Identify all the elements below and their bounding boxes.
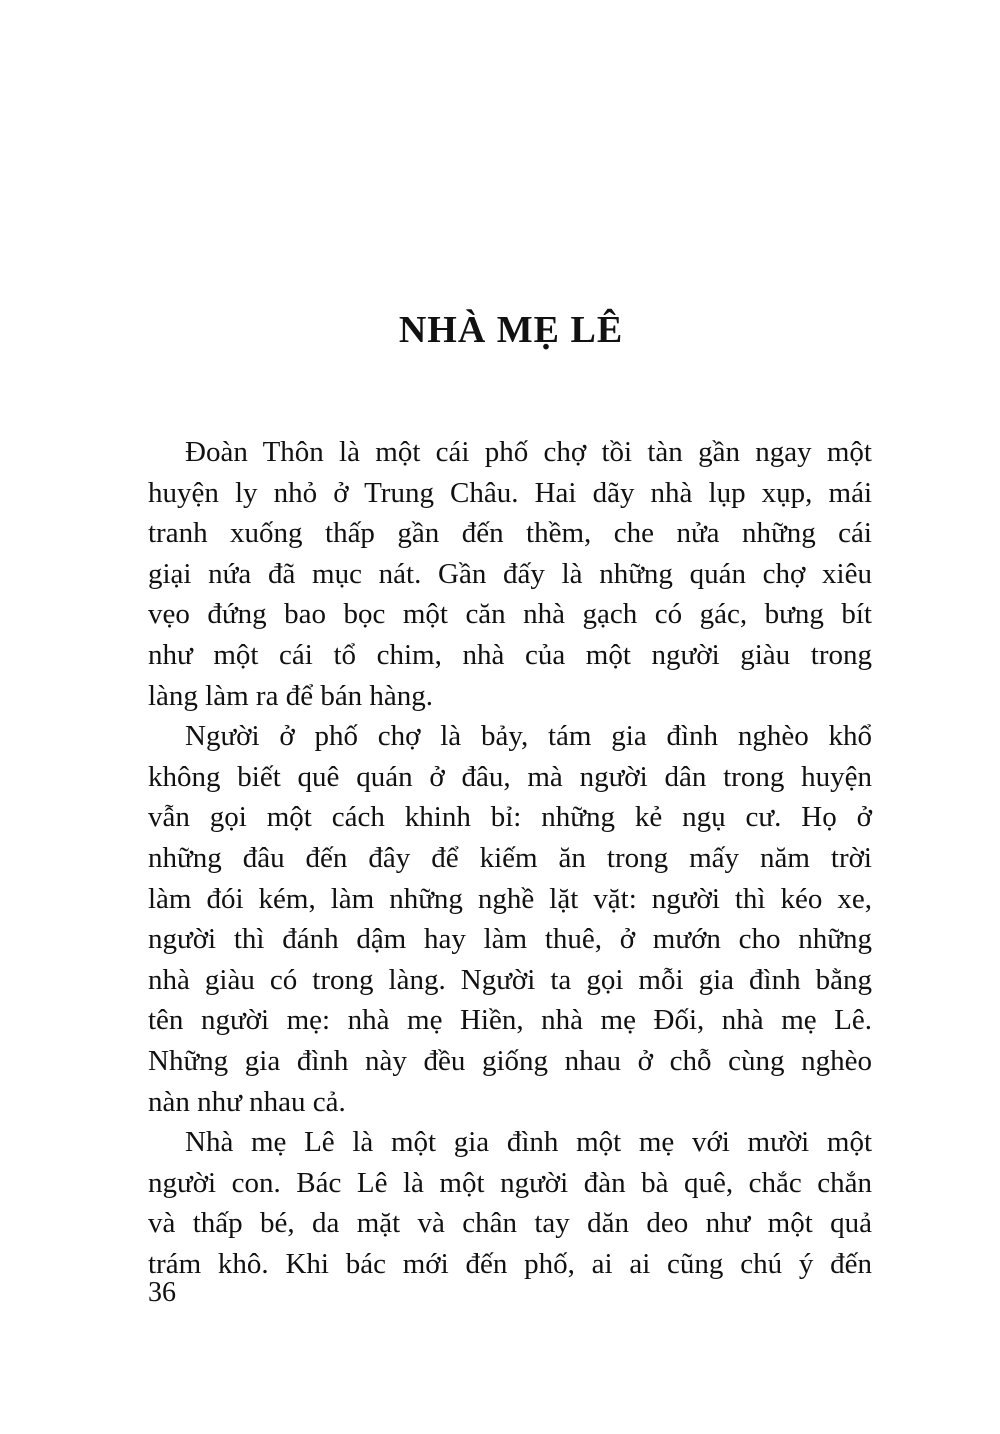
- text-line: người con. Bác Lê là một người đàn bà quê, chắc chắn: [148, 1166, 872, 1199]
- text-line: nàn như nhau cả.: [148, 1085, 346, 1118]
- text-line: nhà giàu có trong làng. Người ta gọi mỗi gia đình bằng: [148, 963, 872, 996]
- text-line: những đâu đến đây để kiếm ăn trong mấy năm trời: [148, 841, 872, 874]
- page-number: 36: [148, 1277, 176, 1308]
- text-line: làng làm ra để bán hàng.: [148, 679, 434, 712]
- chapter-title: NHÀ MẸ LÊ: [398, 309, 624, 351]
- text-line: trám khô. Khi bác mới đến phố, ai ai cũng chú ý đến: [148, 1247, 872, 1280]
- body-text: [148, 432, 872, 1284]
- text-line: người thì đánh dậm hay làm thuê, ở mướn cho những: [148, 923, 872, 956]
- text-line: như một cái tổ chim, nhà của một người giàu trong: [148, 638, 872, 671]
- text-line: làm đói kém, làm những nghề lặt vặt: người thì kéo xe,: [148, 882, 872, 915]
- text-line: Người ở phố chợ là bảy, tám gia đình nghèo khổ: [185, 720, 872, 753]
- text-line: Đoàn Thôn là một cái phố chợ tồi tàn gần ngay một: [185, 436, 872, 468]
- text-line: và thấp bé, da mặt và chân tay dăn deo như một quả: [148, 1207, 872, 1240]
- text-line: huyện ly nhỏ ở Trung Châu. Hai dãy nhà lụp xụp, mái: [148, 476, 872, 509]
- text-line: vẹo đứng bao bọc một căn nhà gạch có gác, bưng bít: [148, 598, 872, 631]
- text-line: tranh xuống thấp gần đến thềm, che nửa những cái: [148, 517, 872, 550]
- text-line: Nhà mẹ Lê là một gia đình một mẹ với mười một: [185, 1126, 872, 1159]
- text-line: giại nứa đã mục nát. Gần đấy là những quán chợ xiêu: [148, 557, 872, 590]
- text-line: không biết quê quán ở đâu, mà người dân trong huyện: [148, 760, 872, 793]
- text-line: vẫn gọi một cách khinh bỉ: những kẻ ngụ cư. Họ ở: [148, 801, 872, 834]
- text-line: tên người mẹ: nhà mẹ Hiền, nhà mẹ Đối, nhà mẹ Lê.: [148, 1004, 872, 1037]
- text-line: Những gia đình này đều giống nhau ở chỗ cùng nghèo: [148, 1044, 872, 1077]
